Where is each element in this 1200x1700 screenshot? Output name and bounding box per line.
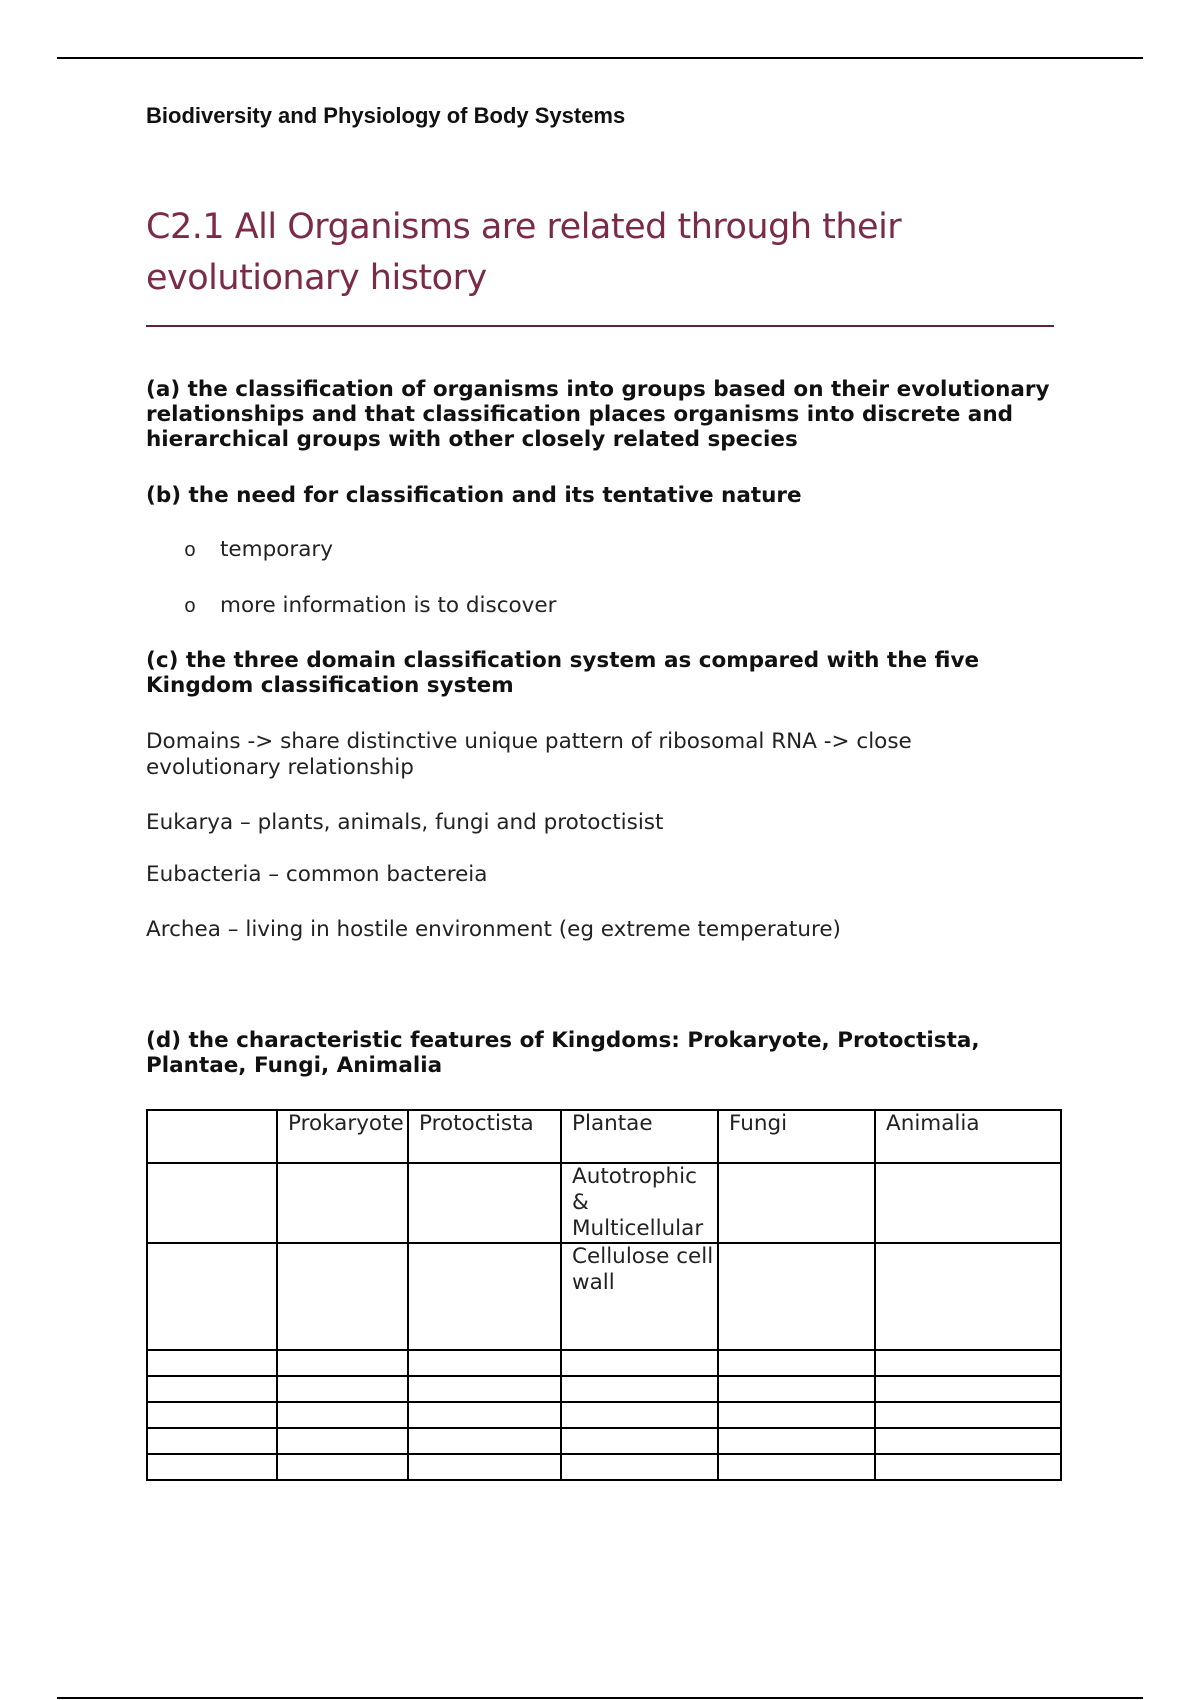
bullet-text: more information is to discover: [220, 593, 557, 618]
table-cell: [408, 1376, 561, 1402]
table-cell: [875, 1428, 1061, 1454]
table-header-cell: Prokaryote: [277, 1110, 408, 1163]
top-rule: [57, 57, 1143, 59]
table-cell: [718, 1243, 875, 1350]
table-cell: [561, 1350, 718, 1376]
table-cell: [561, 1402, 718, 1428]
table-cell: [408, 1243, 561, 1350]
table-header-row: [147, 1110, 1061, 1163]
document-header: Biodiversity and Physiology of Body Systems: [146, 103, 626, 128]
table-header-cell: Fungi: [718, 1110, 875, 1163]
table-cell: [277, 1402, 408, 1428]
table-cell: [561, 1454, 718, 1480]
table-cell: [147, 1402, 277, 1428]
table-row: [147, 1454, 1061, 1480]
table-cell: [277, 1376, 408, 1402]
table-cell: [875, 1454, 1061, 1480]
table-header-cell: Plantae: [561, 1110, 718, 1163]
table-cell: [875, 1350, 1061, 1376]
table-row: [147, 1243, 1061, 1350]
bullet-marker: o: [184, 540, 197, 563]
table-cell: [147, 1350, 277, 1376]
table-row: [147, 1350, 1061, 1376]
table-cell: [147, 1454, 277, 1480]
table-cell: [147, 1376, 277, 1402]
title-underline: [146, 325, 1054, 327]
bullet-marker: o: [184, 596, 197, 619]
table-cell: [718, 1163, 875, 1243]
table-cell: [277, 1428, 408, 1454]
domains-paragraph: Domains -> share distinctive unique pattern of ribosomal RNA -> close evolutionary relationship: [146, 729, 912, 780]
table-cell: [408, 1163, 561, 1243]
table-cell: [718, 1402, 875, 1428]
table-cell: [147, 1163, 277, 1243]
table-cell: [875, 1243, 1061, 1350]
table-cell: [561, 1428, 718, 1454]
section-c-heading: (c) the three domain classification system as compared with the five Kingdom classification system: [146, 648, 980, 698]
table-cell: [277, 1350, 408, 1376]
table-cell: [408, 1454, 561, 1480]
table-cell: [277, 1163, 408, 1243]
eubacteria-paragraph: Eubacteria – common bactereia: [146, 862, 488, 887]
section-d-heading: (d) the characteristic features of Kingdoms: Prokaryote, Protoctista, Plantae, Fungi, Animalia: [146, 1028, 980, 1078]
table-cell: [408, 1428, 561, 1454]
table-row: [147, 1163, 1061, 1243]
table-cell: Cellulose cell wall: [561, 1243, 718, 1350]
table-cell: [277, 1243, 408, 1350]
section-b-heading: (b) the need for classification and its tentative nature: [146, 483, 802, 508]
table-cell: [718, 1350, 875, 1376]
table-cell: Autotrophic & Multicellular: [561, 1163, 718, 1243]
table-cell: [408, 1350, 561, 1376]
section-a-heading: (a) the classification of organisms into groups based on their evolutionary relationships and that classification places organisms into discrete and hierarchical groups with other closely related species: [146, 377, 1050, 452]
table-cell: [875, 1376, 1061, 1402]
table-cell: [875, 1163, 1061, 1243]
table-cell: [718, 1428, 875, 1454]
table-header-cell: Protoctista: [408, 1110, 561, 1163]
table-header-cell: [147, 1110, 277, 1163]
table-cell: [277, 1454, 408, 1480]
bullet-text: temporary: [220, 537, 333, 562]
table-row: [147, 1428, 1061, 1454]
table-cell: [718, 1454, 875, 1480]
bullet-item: [184, 593, 556, 619]
kingdoms-table: [146, 1109, 1062, 1481]
table-row: [147, 1376, 1061, 1402]
table-cell: [147, 1428, 277, 1454]
table-row: [147, 1402, 1061, 1428]
table-header-cell: Animalia: [875, 1110, 1061, 1163]
bottom-rule: [57, 1697, 1143, 1699]
archea-paragraph: Archea – living in hostile environment (eg extreme temperature): [146, 917, 841, 942]
table-cell: [718, 1376, 875, 1402]
table-cell: [408, 1402, 561, 1428]
bullet-item: [184, 537, 333, 563]
eukarya-paragraph: Eukarya – plants, animals, fungi and protoctisist: [146, 810, 664, 835]
table-cell: [875, 1402, 1061, 1428]
table-cell: [561, 1376, 718, 1402]
page-title: C2.1 All Organisms are related through their evolutionary history: [146, 207, 902, 298]
table-cell: [147, 1243, 277, 1350]
